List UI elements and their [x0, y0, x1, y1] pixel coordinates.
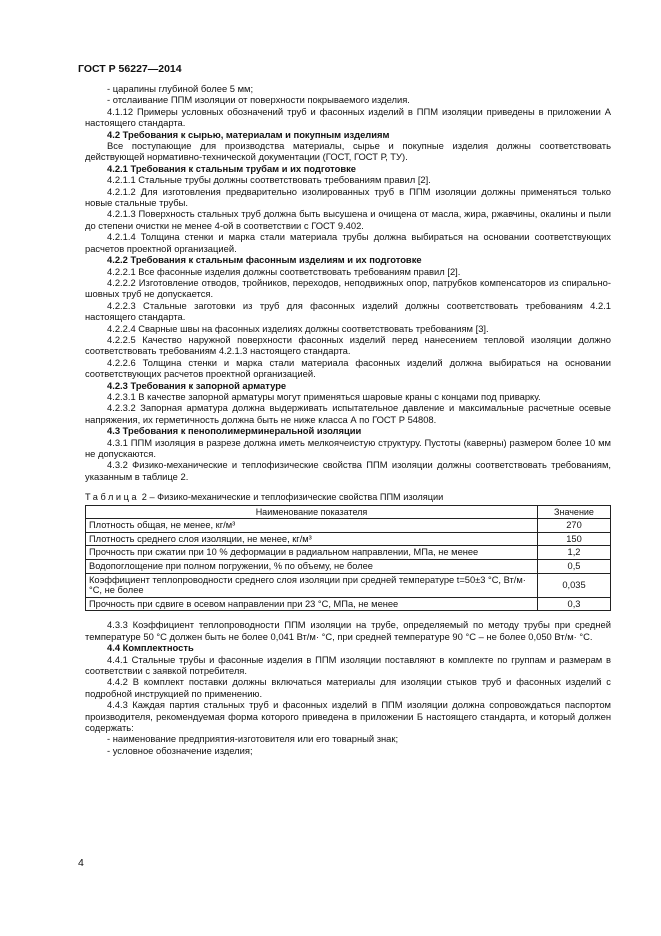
cell-name: Плотность среднего слоя изоляции, не менее, кг/м³: [86, 532, 538, 546]
paragraph-4-2-1-2: 4.2.1.2 Для изготовления предварительно изолированных труб в ППМ изоляции должны применяться только новые стальные трубы.: [85, 185, 611, 209]
heading-4-4: 4.4 Комплектность: [107, 642, 194, 654]
paragraph-4-2-intro: Все поступающие для производства материалы, сырье и покупные изделия должны соответствовать действующей нормативно-технической документации (ГОСТ, ГОСТ Р, ТУ).: [85, 140, 611, 163]
document-header: ГОСТ Р 56227—2014: [78, 63, 182, 75]
heading-4-2-3: 4.2.3 Требования к запорной арматуре: [107, 379, 287, 391]
paragraph-4-3-2: 4.3.2 Физико-механические и теплофизические свойства ППМ изоляции должны соответствовать требованиям, указанным в таблице 2.: [85, 459, 611, 482]
table-row: [86, 560, 611, 574]
cell-name: Коэффициент теплопроводности среднего слоя изоляции при средней температуре t=50±3 °С, Вт/м· °С, не более: [86, 573, 538, 597]
table-header-row: [86, 505, 611, 519]
cell-value: 1,2: [538, 546, 611, 560]
list-item: - отслаивание ППМ изоляции от поверхности покрываемого изделия.: [107, 94, 410, 106]
paragraph-4-3-3: 4.3.3 Коэффициент теплопроводности ППМ изоляции на трубе, определяемый по методу трубы при средней температуре 50 °С должен быть не более 0,041 Вт/м· °С, при средней температуре 90 °С – не более 0,050 Вт/м· °С.: [85, 619, 611, 642]
table-row: [86, 573, 611, 597]
table-row: [86, 597, 611, 611]
paragraph-4-2-1-1: 4.2.1.1 Стальные трубы должны соответствовать требованиям правил [2].: [107, 174, 431, 186]
document-body: [85, 83, 611, 756]
page-number: 4: [78, 857, 84, 869]
cell-name: Водопоглощение при полном погружении, % по объему, не более: [86, 560, 538, 574]
paragraph-4-1-12: 4.1.12 Примеры условных обозначений труб и фасонных изделий в ППМ изоляции приведены в приложении А настоящего стандарта.: [85, 105, 611, 129]
paragraph-4-3-1: 4.3.1 ППМ изоляция в разрезе должна иметь мелкоячеистую структуру. Пустоты (каверны) размером более 10 мм не допускаются.: [85, 436, 611, 459]
paragraph-4-4-1: 4.4.1 Стальные трубы и фасонные изделия в ППМ изоляции поставляют в комплекте по группам и размерам в соответствии с заявкой потребителя.: [85, 653, 611, 676]
cell-value: 0,035: [538, 573, 611, 597]
cell-name: Плотность общая, не менее, кг/м³: [86, 519, 538, 533]
column-header-value: Значение: [538, 505, 611, 519]
cell-value: 0,5: [538, 560, 611, 574]
paragraph-4-2-2-3: 4.2.2.3 Стальные заготовки из труб для фасонных изделий должны соответствовать требованиям 4.2.1 настоящего стандарта.: [85, 299, 611, 323]
paragraph-4-4-2: 4.4.2 В комплект поставки должны включаться материалы для изоляции стыков труб и фасонных изделий с подробной инструкцией по применению.: [85, 676, 611, 699]
paragraph-4-2-3-2: 4.2.3.2 Запорная арматура должна выдерживать испытательное давление и максимальные расчетные осевые напряжения, их герметичность должна быть не ниже класса А по ГОСТ Р 54808.: [85, 402, 611, 425]
heading-4-2: 4.2 Требования к сырью, материалам и покупным изделиям: [107, 128, 390, 140]
cell-value: 270: [538, 519, 611, 533]
heading-4-3: 4.3 Требования к пенополимерминеральной изоляции: [107, 425, 362, 437]
paragraph-4-2-2-1: 4.2.2.1 Все фасонные изделия должны соответствовать требованиям правил [2].: [107, 265, 461, 277]
paragraph-4-2-1-4: 4.2.1.4 Толщина стенки и марка стали материала трубы должна выбираться на основании соответствующих расчетов проектной организацией.: [85, 231, 611, 254]
heading-4-2-1: 4.2.1 Требования к стальным трубам и их подготовке: [107, 162, 357, 174]
table-row: [86, 519, 611, 533]
table-row: [86, 546, 611, 560]
paragraph-4-2-1-3: 4.2.1.3 Поверхность стальных труб должна быть высушена и очищена от масла, жира, ржавчины, окалины и пыли до степени очистки не менее 4-ой в соответствии с ГОСТ 9.402.: [85, 208, 611, 231]
list-item: - условное обозначение изделия;: [107, 744, 253, 756]
list-item: - наименование предприятия-изготовителя или его товарный знак;: [107, 733, 399, 745]
cell-value: 0,3: [538, 597, 611, 611]
paragraph-4-2-2-2: 4.2.2.2 Изготовление отводов, тройников, переходов, неподвижных опор, патрубков компенсаторов из спирально-шовных труб не допускается.: [85, 276, 611, 300]
table-caption-text: 2 – Физико-механические и теплофизические свойства ППМ изоляции: [141, 492, 444, 503]
cell-name: Прочность при сжатии при 10 % деформации в радиальном направлении, МПа, не менее: [86, 546, 538, 560]
table-caption-word: Таблица: [85, 492, 140, 503]
column-header-name: Наименование показателя: [86, 505, 538, 519]
cell-name: Прочность при сдвиге в осевом направлении при 23 °С, МПа, не менее: [86, 597, 538, 611]
paragraph-4-4-3: 4.4.3 Каждая партия стальных труб и фасонных изделий в ППМ изоляции должна сопровождаться паспортом производителя, рекомендуемая форма которого приведена в приложении Б настоящего стандарта, и который должен содержать:: [85, 699, 611, 734]
list-item: - царапины глубиной более 5 мм;: [107, 83, 254, 94]
paragraph-4-2-2-4: 4.2.2.4 Сварные швы на фасонных изделиях должны соответствовать требованиям [3].: [107, 322, 489, 334]
heading-4-2-2: 4.2.2 Требования к стальным фасонным изделиям и их подготовке: [107, 254, 422, 266]
paragraph-4-2-2-5: 4.2.2.5 Качество наружной поверхности фасонных изделий перед нанесением тепловой изоляции должно соответствовать требованиям 4.2.1.3 настоящего стандарта.: [85, 333, 611, 357]
properties-table: [85, 505, 611, 612]
table-row: [86, 532, 611, 546]
paragraph-4-2-3-1: 4.2.3.1 В качестве запорной арматуры могут применяться шаровые краны с концами под приварку.: [107, 390, 541, 402]
paragraph-4-2-2-6: 4.2.2.6 Толщина стенки и марка стали материала фасонных изделий должна выбираться на основании соответствующих расчетов проектной организацией.: [85, 356, 611, 380]
table-caption: [85, 492, 611, 503]
cell-value: 150: [538, 532, 611, 546]
